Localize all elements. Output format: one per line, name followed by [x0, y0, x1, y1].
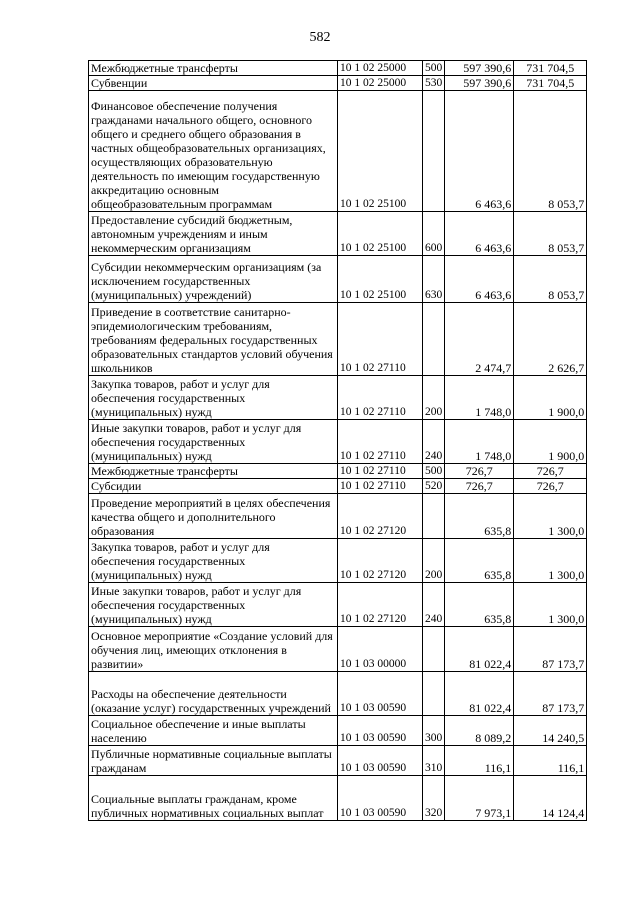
row-value-2: 8 053,7 — [514, 256, 587, 303]
table-row — [89, 303, 587, 376]
row-value-2: 1 300,0 — [514, 583, 587, 627]
row-name: Межбюджетные трансферты — [89, 61, 338, 76]
row-name: Основное мероприятие «Создание условий для обучения лиц, имеющих отклонения в развитии» — [89, 627, 338, 672]
row-value-2: 14 240,5 — [514, 716, 587, 746]
row-value-2: 87 173,7 — [514, 627, 587, 672]
row-value-1: 597 390,6 — [445, 61, 514, 76]
table-row — [89, 539, 587, 583]
row-value-1: 597 390,6 — [445, 76, 514, 91]
row-name: Субсидии — [89, 479, 338, 494]
row-code: 10 1 02 25100 — [338, 91, 423, 212]
row-value-2: 731 704,5 — [514, 61, 587, 76]
row-type — [423, 672, 445, 716]
row-code: 10 1 02 27120 — [338, 539, 423, 583]
row-value-1: 7 973,1 — [445, 776, 514, 821]
row-name: Приведение в соответствие санитарно-эпидемиологическим требованиям, требованиям федеральных государственных образовательных стандартов условий обучения школьников — [89, 303, 338, 376]
row-name: Проведение мероприятий в целях обеспечения качества общего и дополнительного образования — [89, 494, 338, 539]
row-code: 10 1 03 00590 — [338, 716, 423, 746]
row-type: 530 — [423, 76, 445, 91]
row-type — [423, 91, 445, 212]
row-type: 320 — [423, 776, 445, 821]
row-name: Социальные выплаты гражданам, кроме публичных нормативных социальных выплат — [89, 776, 338, 821]
row-name: Межбюджетные трансферты — [89, 464, 338, 479]
row-type — [423, 627, 445, 672]
row-name: Финансовое обеспечение получения гражданами начального общего, основного общего и среднего общего образования в частных общеобразовательных организациях, осуществляющих образовательную деятельность по имеющим государственную аккредитацию основным общеобразовательным программам — [89, 91, 338, 212]
table-row — [89, 212, 587, 256]
table-row — [89, 256, 587, 303]
row-name: Субвенции — [89, 76, 338, 91]
row-value-2: 8 053,7 — [514, 91, 587, 212]
row-value-2: 731 704,5 — [514, 76, 587, 91]
row-type: 240 — [423, 583, 445, 627]
row-value-2: 1 900,0 — [514, 376, 587, 420]
row-name: Закупка товаров, работ и услуг для обеспечения государственных (муниципальных) нужд — [89, 539, 338, 583]
table-row — [89, 420, 587, 464]
table-row — [89, 479, 587, 494]
row-code: 10 1 03 00590 — [338, 776, 423, 821]
row-type: 520 — [423, 479, 445, 494]
row-code: 10 1 02 27110 — [338, 479, 423, 494]
table-row — [89, 746, 587, 776]
row-value-2: 1 300,0 — [514, 539, 587, 583]
row-code: 10 1 02 27120 — [338, 583, 423, 627]
row-value-1: 81 022,4 — [445, 627, 514, 672]
row-value-1: 6 463,6 — [445, 91, 514, 212]
row-value-1: 726,7 — [445, 479, 514, 494]
row-type: 200 — [423, 376, 445, 420]
table-row — [89, 76, 587, 91]
row-value-1: 1 748,0 — [445, 420, 514, 464]
row-name: Предоставление субсидий бюджетным, автономным учреждениям и иным некоммерческим организациям — [89, 212, 338, 256]
row-code: 10 1 02 27110 — [338, 464, 423, 479]
row-type: 300 — [423, 716, 445, 746]
table-row — [89, 376, 587, 420]
table-row — [89, 91, 587, 212]
row-name: Социальное обеспечение и иные выплаты населению — [89, 716, 338, 746]
table-row — [89, 464, 587, 479]
row-name: Закупка товаров, работ и услуг для обеспечения государственных (муниципальных) нужд — [89, 376, 338, 420]
row-type: 200 — [423, 539, 445, 583]
table-row — [89, 627, 587, 672]
row-value-2: 726,7 — [514, 479, 587, 494]
row-value-2: 2 626,7 — [514, 303, 587, 376]
row-value-2: 8 053,7 — [514, 212, 587, 256]
row-value-1: 6 463,6 — [445, 212, 514, 256]
row-value-1: 2 474,7 — [445, 303, 514, 376]
row-value-2: 14 124,4 — [514, 776, 587, 821]
row-name: Расходы на обеспечение деятельности (оказание услуг) государственных учреждений — [89, 672, 338, 716]
row-code: 10 1 02 27110 — [338, 303, 423, 376]
row-value-2: 87 173,7 — [514, 672, 587, 716]
table-row — [89, 583, 587, 627]
row-name: Публичные нормативные социальные выплаты гражданам — [89, 746, 338, 776]
row-code: 10 1 03 00590 — [338, 746, 423, 776]
row-type: 310 — [423, 746, 445, 776]
row-value-1: 635,8 — [445, 539, 514, 583]
row-value-1: 6 463,6 — [445, 256, 514, 303]
row-type: 500 — [423, 464, 445, 479]
row-name: Иные закупки товаров, работ и услуг для обеспечения государственных (муниципальных) нужд — [89, 420, 338, 464]
row-type: 630 — [423, 256, 445, 303]
row-type: 240 — [423, 420, 445, 464]
row-type: 500 — [423, 61, 445, 76]
table-row — [89, 61, 587, 76]
table-row — [89, 776, 587, 821]
row-value-1: 1 748,0 — [445, 376, 514, 420]
row-code: 10 1 02 27120 — [338, 494, 423, 539]
row-value-2: 1 900,0 — [514, 420, 587, 464]
row-code: 10 1 02 25000 — [338, 61, 423, 76]
row-value-2: 116,1 — [514, 746, 587, 776]
row-code: 10 1 03 00000 — [338, 627, 423, 672]
table-row — [89, 494, 587, 539]
page-number: 582 — [309, 30, 331, 45]
row-type — [423, 494, 445, 539]
row-code: 10 1 02 25100 — [338, 256, 423, 303]
row-value-2: 1 300,0 — [514, 494, 587, 539]
row-value-1: 81 022,4 — [445, 672, 514, 716]
row-code: 10 1 02 27110 — [338, 376, 423, 420]
row-value-1: 726,7 — [445, 464, 514, 479]
table-row — [89, 716, 587, 746]
row-code: 10 1 02 27110 — [338, 420, 423, 464]
budget-table — [88, 60, 587, 821]
row-code: 10 1 02 25100 — [338, 212, 423, 256]
row-type: 600 — [423, 212, 445, 256]
row-type — [423, 303, 445, 376]
row-code: 10 1 02 25000 — [338, 76, 423, 91]
row-value-1: 635,8 — [445, 494, 514, 539]
row-value-1: 116,1 — [445, 746, 514, 776]
row-value-1: 8 089,2 — [445, 716, 514, 746]
table-row — [89, 672, 587, 716]
row-value-2: 726,7 — [514, 464, 587, 479]
row-code: 10 1 03 00590 — [338, 672, 423, 716]
row-value-1: 635,8 — [445, 583, 514, 627]
row-name: Субсидии некоммерческим организациям (за исключением государственных (муниципальных) учреждений) — [89, 256, 338, 303]
row-name: Иные закупки товаров, работ и услуг для обеспечения государственных (муниципальных) нужд — [89, 583, 338, 627]
